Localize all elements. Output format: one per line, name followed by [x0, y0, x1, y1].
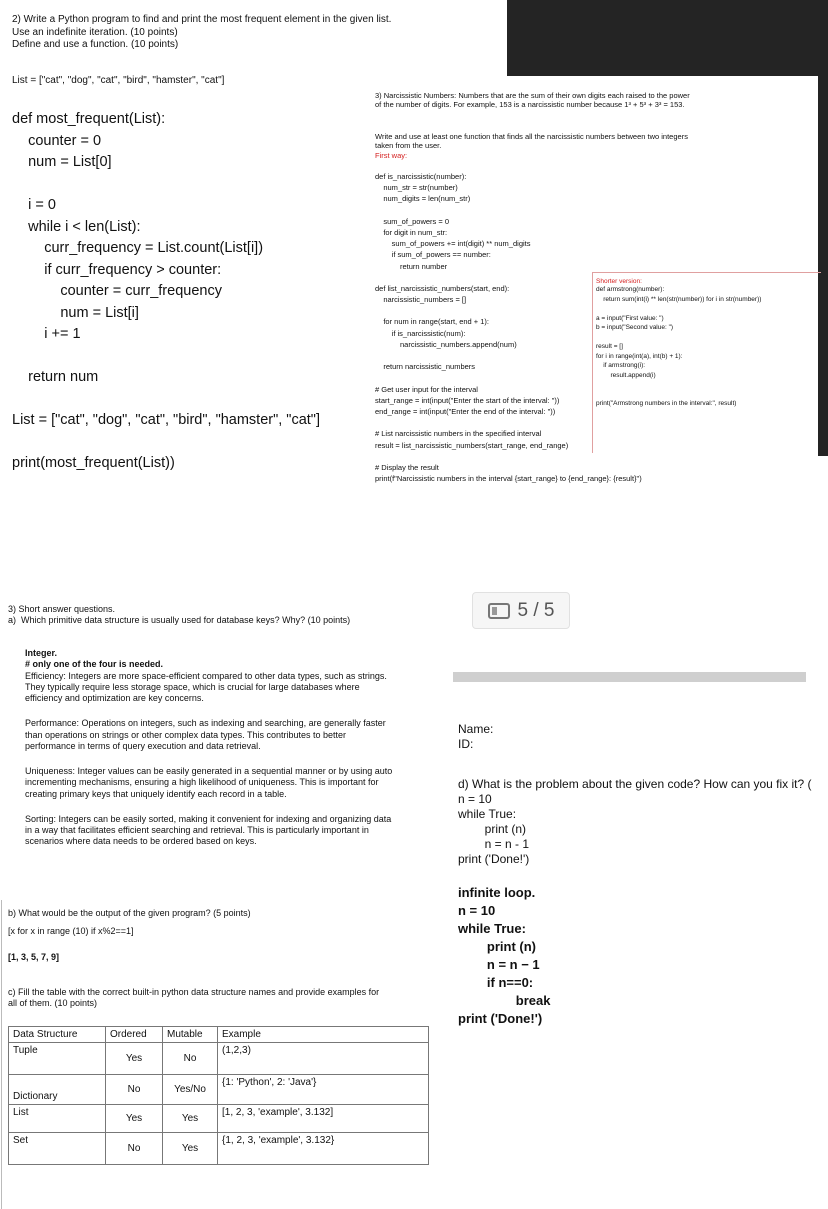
code-line: List = ["cat", "dog", "cat", "bird", "hamster", "cat"] — [12, 412, 320, 428]
question-b: b) What would be the output of the given program? (5 points) — [8, 908, 251, 918]
code-line: counter = curr_frequency — [12, 283, 222, 299]
code-line — [12, 347, 320, 369]
code-line: # Display the result — [375, 462, 439, 472]
table-cell: Yes/No — [163, 1075, 218, 1105]
code-line: def most_frequent(List): — [12, 111, 166, 127]
paragraph-line: scenarios where data needs to be ordered based on keys. — [25, 836, 257, 847]
paragraph-line: creating primary keys that uniquely identify each record in a table. — [25, 788, 287, 799]
paragraph-line: performance in terms of query execution and data retrieval. — [25, 740, 261, 751]
paragraph-line: Efficiency: Integers are more space-efficient compared to other data types, such as strings. — [25, 670, 387, 681]
q3-intro — [375, 91, 690, 110]
table-cell: Yes — [163, 1105, 218, 1133]
code-line: while True: — [458, 921, 526, 936]
paragraph — [25, 671, 453, 705]
shorter-version — [596, 278, 818, 410]
code-line: num_str = str(number) — [375, 183, 458, 193]
table-header: Ordered — [106, 1027, 163, 1043]
data-structure-table — [8, 1026, 429, 1165]
code-line: print ('Done!') — [458, 852, 530, 866]
table-cell: List — [9, 1105, 106, 1133]
code-line: n = n - 1 — [458, 837, 530, 851]
paragraph-line: Sorting: Integers can be easily sorted, making it convenient for indexing and organizing data — [25, 813, 392, 824]
code-line: if n==0: — [458, 975, 534, 990]
table-header: Data Structure — [9, 1027, 106, 1043]
table-cell: {1, 2, 3, 'example', 3.132} — [218, 1133, 429, 1165]
code-line: return num — [12, 369, 99, 385]
q2-header — [12, 14, 391, 52]
answer-note: # only one of the four is needed. — [25, 659, 164, 670]
code-line: return number — [375, 261, 448, 271]
q3-intro-line: of the number of digits. For example, 153 is a narcissistic number because 1³ + 5³ + 3³ = 153. — [375, 100, 685, 110]
table-header: Example — [218, 1027, 429, 1043]
code-line: counter = 0 — [12, 132, 102, 149]
code-line — [375, 418, 642, 429]
code-line — [12, 175, 320, 197]
code-line: if sum_of_powers == number: — [375, 250, 491, 260]
code-line: while i < len(List): — [12, 218, 141, 235]
table-cell: {1: 'Python', 2: 'Java'} — [218, 1075, 429, 1105]
code-line: a = input("First value: ") — [596, 314, 664, 322]
code-line: print (n) — [458, 822, 527, 836]
code-line: curr_frequency = List.count(List[i]) — [12, 240, 264, 256]
table-cell: [1, 2, 3, 'example', 3.132] — [218, 1105, 429, 1133]
code-line: b = input("Second value: ") — [596, 324, 674, 332]
table-cell: (1,2,3) — [218, 1043, 429, 1075]
code-line: print ('Done!') — [458, 1011, 543, 1026]
table-cell: Yes — [106, 1043, 163, 1075]
code-line: if is_narcissistic(num): — [375, 328, 466, 338]
code-line: end_range = int(input("Enter the end of the interval: ")) — [375, 406, 556, 416]
page-number: 5 / 5 — [517, 599, 555, 621]
code-line: def is_narcissistic(number): — [375, 172, 467, 181]
code-line: break — [458, 993, 551, 1008]
q2-header-line: Define and use a function. (10 points) — [12, 39, 179, 50]
question-b-answer: [1, 3, 5, 7, 9] — [8, 951, 60, 962]
paragraph — [25, 814, 453, 848]
code-line: # Get user input for the interval — [375, 384, 478, 394]
paragraph-line: incrementing mechanisms, ensuring a high likelihood of uniqueness. This is important for — [25, 777, 379, 788]
code-line — [596, 391, 818, 401]
code-line — [375, 206, 642, 217]
q2-list-line: List = ["cat", "dog", "cat", "bird", "hamster", "cat"] — [12, 75, 225, 86]
question-d-text: d) What is the problem about the given code? How can you fix it? ( — [458, 777, 812, 791]
code-line: start_range = int(input("Enter the start of the interval: ")) — [375, 395, 560, 405]
code-line: n = 10 — [458, 903, 496, 918]
paragraph-line: in a way that facilitates efficient searching and retrieval. This is particularly important in — [25, 825, 369, 835]
code-line: narcissistic_numbers.append(num) — [375, 339, 517, 349]
answer-a — [25, 648, 453, 848]
code-line: sum_of_powers += int(digit) ** num_digits — [375, 239, 531, 249]
question-c — [8, 987, 454, 1010]
paragraph — [25, 766, 453, 800]
code-line: n = 10 — [458, 792, 492, 806]
question-c-line: all of them. (10 points) — [8, 998, 98, 1009]
paragraph-line: Uniqueness: Integer values can be easily generated in a sequential manner or by using auto — [25, 766, 393, 776]
code-line — [375, 452, 642, 463]
table-cell: Yes — [106, 1105, 163, 1133]
table-row — [9, 1133, 429, 1165]
code-line: for i in range(int(a), int(b) + 1): — [596, 352, 683, 360]
code-line: def list_narcissistic_numbers(start, end): — [375, 283, 510, 293]
code-line: print("Armstrong numbers in the interval:", result) — [596, 400, 737, 408]
q3-task-line: taken from the user. — [375, 141, 442, 151]
code-line: return sum(int(i) ** len(str(number)) for i in str(number)) — [596, 295, 762, 303]
table-cell: No — [106, 1075, 163, 1105]
short-answer-header: 3) Short answer questions. — [8, 604, 116, 614]
q3-first-way: First way: — [375, 150, 408, 160]
table-cell: Tuple — [9, 1043, 106, 1075]
code-line: if curr_frequency > counter: — [12, 261, 222, 278]
q2-header-line: Use an indefinite iteration. (10 points) — [12, 26, 178, 38]
code-line: def armstrong(number): — [596, 286, 665, 294]
table-row — [9, 1043, 429, 1075]
answer-d-title: infinite loop. — [458, 885, 536, 900]
page-border — [1, 900, 2, 1209]
code-line — [12, 433, 320, 455]
code-line: narcissistic_numbers = [] — [375, 295, 467, 305]
table-cell: No — [106, 1133, 163, 1165]
code-line: print(f"Narcissistic numbers in the interval {start_range} to {end_range}: {result}") — [375, 474, 642, 484]
q2-code-block — [12, 110, 320, 476]
student-info — [458, 722, 493, 752]
q3-task-line: Write and use at least one function that finds all the narcissistic numbers between two integers — [375, 132, 688, 141]
code-line: result.append(i) — [596, 371, 656, 379]
question-a: a) Which primitive data structure is usually used for database keys? Why? (10 points) — [8, 615, 351, 626]
short-answer-section — [8, 604, 448, 627]
table-row — [9, 1105, 429, 1133]
question-d — [458, 777, 828, 867]
code-line: while True: — [458, 807, 517, 821]
dark-overlay-top — [507, 0, 828, 76]
code-line — [12, 390, 320, 412]
code-line: n = n − 1 — [458, 957, 540, 972]
shorter-version-title: Shorter version: — [596, 278, 642, 285]
table-row — [9, 1075, 429, 1105]
scroll-bar[interactable] — [453, 672, 806, 682]
code-line: print(most_frequent(List)) — [12, 455, 175, 471]
code-line: result = list_narcissistic_numbers(start_range, end_range) — [375, 440, 569, 450]
table-cell: Yes — [163, 1133, 218, 1165]
q2-header-line: 2) Write a Python program to find and print the most frequent element in the given list. — [12, 14, 392, 25]
id-label: ID: — [458, 737, 474, 751]
paragraph — [25, 718, 453, 752]
page-indicator[interactable] — [472, 592, 570, 629]
code-line: for digit in num_str: — [375, 227, 448, 237]
code-line: return narcissistic_numbers — [375, 362, 476, 372]
table-cell: Set — [9, 1133, 106, 1165]
q3-intro-line: 3) Narcissistic Numbers: Numbers that are the sum of their own digits each raised to the power — [375, 91, 690, 100]
q3-task — [375, 132, 688, 160]
code-line: for num in range(start, end + 1): — [375, 317, 490, 327]
paragraph-line: than operations on strings or other complex data types. This contributes to better — [25, 729, 347, 740]
paragraph-line: Performance: Operations on integers, such as indexing and searching, are generally faster — [25, 718, 386, 729]
code-line: num_digits = len(num_str) — [375, 194, 471, 204]
question-b-section — [8, 908, 448, 963]
table-cell: No — [163, 1043, 218, 1075]
code-line: i = 0 — [12, 197, 56, 213]
page-icon — [488, 603, 510, 619]
code-line — [596, 305, 818, 315]
question-b-code: [x for x in range (10) if x%2==1] — [8, 926, 134, 937]
code-line: print (n) — [458, 939, 536, 954]
paragraph-line: They typically require less storage space, which is crucial for large databases where — [25, 681, 360, 692]
table-header: Mutable — [163, 1027, 218, 1043]
code-line: # List narcissistic numbers in the specified interval — [375, 429, 542, 439]
code-line: sum_of_powers = 0 — [375, 216, 449, 226]
code-line: if armstrong(i): — [596, 362, 646, 370]
code-line: num = List[i] — [12, 304, 139, 321]
answer-title: Integer. — [25, 648, 58, 658]
table-cell: Dictionary — [9, 1075, 106, 1105]
question-c-line: c) Fill the table with the correct built-in python data structure names and provide examples for — [8, 987, 380, 997]
answer-d — [458, 885, 550, 1029]
name-label: Name: — [458, 722, 494, 736]
paragraph-line: efficiency and optimization are key concerns. — [25, 693, 204, 703]
code-line — [596, 334, 818, 344]
code-line: num = List[0] — [12, 154, 112, 170]
code-line: result = [] — [596, 343, 623, 351]
code-line — [596, 381, 818, 391]
code-line: i += 1 — [12, 326, 81, 342]
table-header-row — [9, 1027, 429, 1043]
